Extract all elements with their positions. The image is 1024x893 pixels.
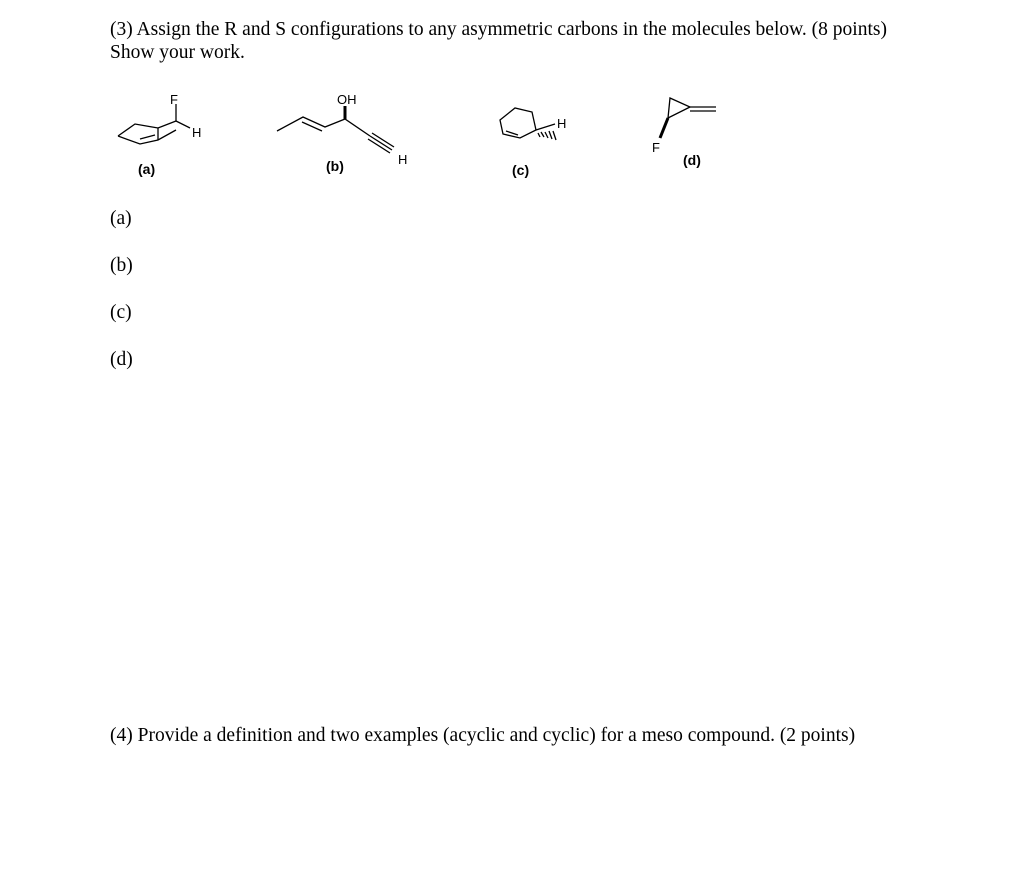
molecule-d: [660, 98, 716, 138]
molecule-a-atom-f: F: [170, 92, 178, 107]
molecule-c-atom-h: H: [557, 116, 567, 131]
molecule-c: [500, 108, 556, 140]
answer-label-a: (a): [110, 208, 132, 229]
question-4-prompt: (4) Provide a definition and two examples (acyclic and cyclic) for a meso compound. (2 points): [110, 725, 856, 746]
molecule-a-label: (a): [138, 161, 156, 177]
molecule-b-atom-oh: OH: [337, 92, 357, 107]
answer-label-c: (c): [110, 302, 132, 323]
answer-label-b: (b): [110, 255, 133, 276]
molecule-d-atom-f: F: [652, 140, 660, 155]
molecule-a-atom-h: H: [192, 125, 202, 140]
answer-label-d: (d): [110, 349, 133, 370]
molecule-b-atom-h: H: [398, 152, 408, 167]
molecule-b: [277, 106, 394, 153]
molecule-a: [118, 104, 190, 144]
molecule-d-label: (d): [683, 152, 701, 168]
molecule-b-label: (b): [326, 158, 344, 174]
molecule-c-label: (c): [512, 162, 530, 178]
molecule-structures: [0, 0, 1024, 200]
question-3-prompt: (3) Assign the R and S configurations to any asymmetric carbons in the molecules below. (8 points) Show your work.: [110, 19, 887, 63]
